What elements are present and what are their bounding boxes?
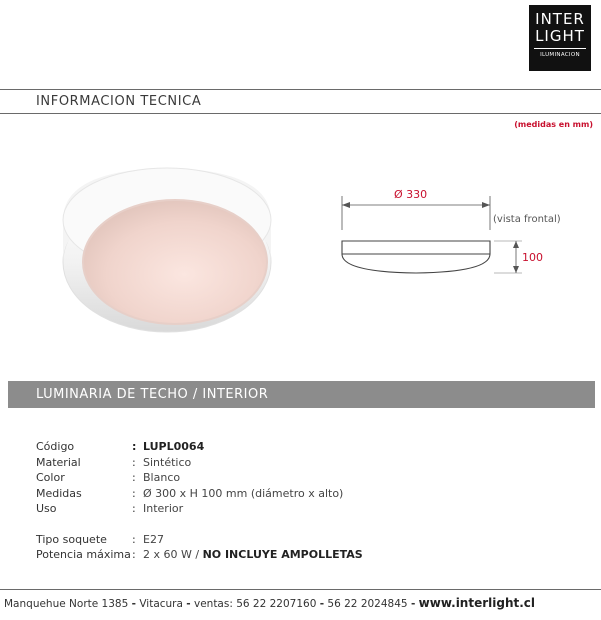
- spec-value: LUPL0064: [143, 440, 205, 453]
- spec-value: Interior: [143, 502, 184, 515]
- diagram-drawing: [330, 180, 590, 290]
- logo-line-inter: INTER: [535, 10, 585, 28]
- spec-label: Medidas: [36, 487, 82, 500]
- spec-colon: :: [132, 548, 136, 561]
- spec-value: [143, 548, 363, 561]
- footer-separator: -: [319, 598, 325, 610]
- header-rule-bottom: [0, 113, 601, 114]
- header-rule-top: [0, 89, 601, 90]
- footer-separator: -: [131, 598, 136, 610]
- spec-value: Sintético: [143, 456, 192, 469]
- website-link[interactable]: www.interlight.cl: [418, 596, 536, 610]
- spec-colon: :: [132, 533, 136, 546]
- power-value: 2 x 60 W /: [143, 548, 200, 561]
- spec-label: Material: [36, 456, 81, 469]
- footer-city: Vitacura: [139, 598, 183, 610]
- category-title: LUMINARIA DE TECHO / INTERIOR: [36, 387, 269, 402]
- spec-label: Uso: [36, 502, 57, 515]
- spec-label: Potencia máxima: [36, 548, 131, 561]
- units-note: (medidas en mm): [514, 120, 593, 129]
- spec-value: Blanco: [143, 471, 181, 484]
- spec-colon: :: [132, 471, 136, 484]
- footer-address: Manquehue Norte 1385: [4, 598, 129, 610]
- section-title: INFORMACION TECNICA: [36, 94, 202, 109]
- power-note: NO INCLUYE AMPOLLETAS: [202, 548, 363, 561]
- spec-colon: :: [132, 440, 137, 453]
- spec-colon: :: [132, 456, 136, 469]
- brand-logo: [529, 5, 591, 71]
- category-band: [8, 381, 595, 408]
- footer-separator: -: [186, 598, 191, 610]
- footer-separator: -: [410, 598, 416, 610]
- spec-value: E27: [143, 533, 164, 546]
- logo-line-light: LIGHT: [535, 27, 585, 45]
- product-image: [55, 150, 285, 340]
- footer-sales-2: 56 22 2024845: [327, 598, 408, 610]
- spec-colon: :: [132, 487, 136, 500]
- spec-label: Código: [36, 440, 75, 453]
- footer: [4, 596, 535, 610]
- spec-value: Ø 300 x H 100 mm (diámetro x alto): [143, 487, 344, 500]
- height-label: 100: [522, 251, 543, 264]
- dimension-diagram: [330, 180, 590, 290]
- spec-colon: :: [132, 502, 136, 515]
- logo-line-iluminacion: ILUMINACION: [534, 48, 586, 58]
- view-label: (vista frontal): [493, 214, 561, 225]
- spec-label: Color: [36, 471, 65, 484]
- diameter-label: Ø 330: [394, 188, 428, 201]
- footer-rule: [0, 589, 601, 590]
- footer-sales-1: ventas: 56 22 2207160: [193, 598, 317, 610]
- spec-label: Tipo soquete: [36, 533, 107, 546]
